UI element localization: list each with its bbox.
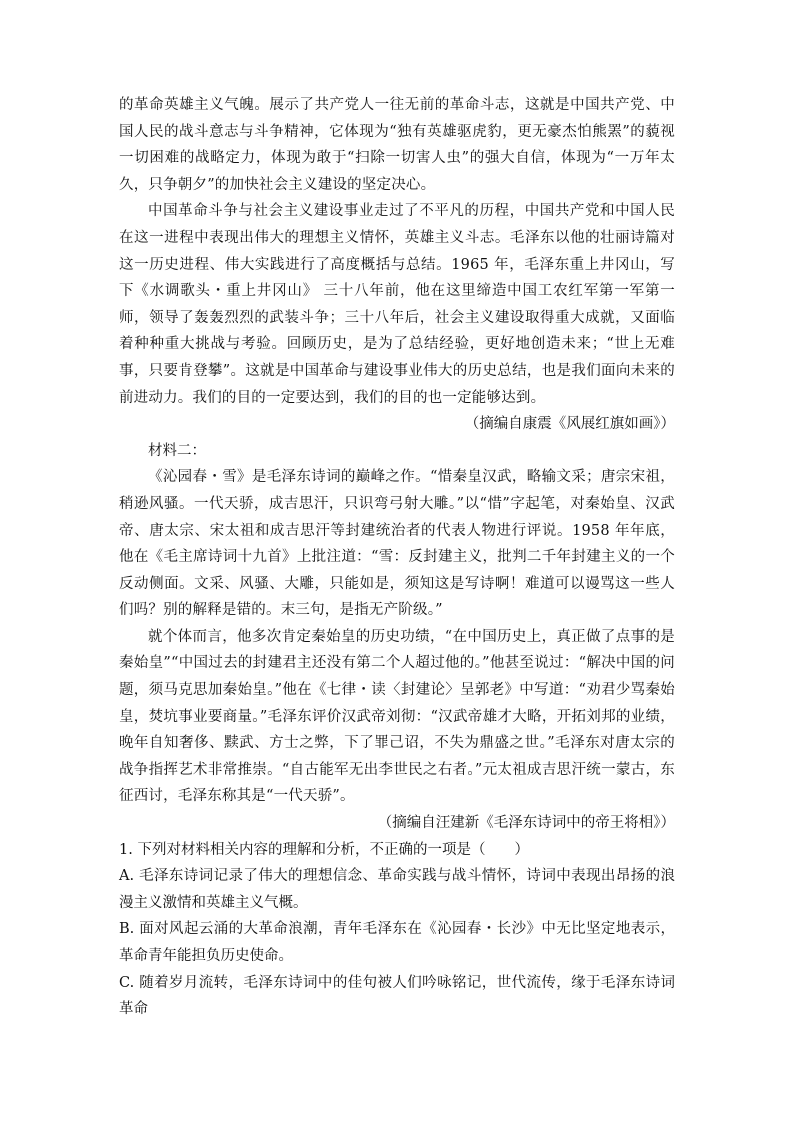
question-1-option-a: A. 毛泽东诗词记录了伟大的理想信念、革命实践与战斗情怀，诗词中表现出昂扬的浪漫主义激情和英雄主义气概。 [119,868,675,911]
question-1-option-b: B. 面对风起云涌的大革命浪潮，青年毛泽东在《沁园春・长沙》中无比坚定地表示，革命青年能担负历史使命。 [119,921,675,964]
material2-source: （摘编自汪建新《毛泽东诗词中的帝王将相》） [377,815,675,832]
question-1-option-c: C. 随着岁月流转，毛泽东诗词中的佳句被人们吟咏铭记，世代流传，缘于毛泽东诗词革命 [119,974,675,1018]
material2-paragraph-1: 《沁园春・雪》是毛泽东诗词的巅峰之作。“惜秦皇汉武，略输文采；唐宗宋祖，稍逊风骚。一代天骄，成吉思汗，只识弯弓射大雕。”以“惜”字起笔，对秦始皇、汉武帝、唐太宗、宋太祖和成吉思汗等封建统治者的代表人物进行评说。1958 年年底，他在《毛主席诗词十九首》上批注道：“雪：反封建主义，批判二千年封建主义的一个反动侧面。文采、风骚、大雕，只能如是，须知这是写诗啊！难道可以谩骂这一些人们吗？别的解释是错的。末三句，是指无产阶级。” [119,469,675,619]
material1-source: （摘编自康震《风展红旗如画》） [464,416,675,433]
question-1-stem: 1. 下列对材料相关内容的理解和分析，不正确的一项是（ ） [119,841,529,858]
material1-paragraph-2: 中国革命斗争与社会主义建设事业走过了不平凡的历程，中国共产党和中国人民在这一进程中表现出伟大的理想主义情怀，英雄主义斗志。毛泽东以他的壮丽诗篇对这一历史进程、伟大实践进行了高度概括与总结。1965 年，毛泽东重上井冈山，写下《水调歌头・重上井冈山》 三十八年前，他在这里缔造中国工农红军第一军第一师，领导了轰轰烈烈的武装斗争；三十八年后，社会主义建设取得重大成就，又面临着种种重大挑战与考验。回顾历史，是为了总结经验，更好地创造未来；“世上无难事，只要肯登攀”。这就是中国革命与建设事业伟大的历史总结，也是我们面向未来的前进动力。我们的目的一定要达到，我们的目的也一定能够达到。 [119,203,675,406]
material2-label: 材料二： [148,442,206,459]
material1-paragraph-1: 的革命英雄主义气魄。展示了共产党人一往无前的革命斗志，这就是中国共产党、中国人民的战斗意志与斗争精神，它体现为“独有英雄驱虎豹，更无豪杰怕熊罴”的藐视一切困难的战略定力，体现为敢于“扫除一切害人虫”的强大自信，体现为“一万年太久，只争朝夕”的加快社会主义建设的坚定决心。 [119,97,675,193]
material2-paragraph-2: 就个体而言，他多次肯定秦始皇的历史功绩，“在中国历史上，真正做了点事的是秦始皇”“中国过去的封建君主还没有第二个人超过他的。”他甚至说过：“解决中国的问题，须马克思加秦始皇。”他在《七律・读〈封建论〉呈郭老》中写道：“劝君少骂秦始皇，焚坑事业要商量。”毛泽东评价汉武帝刘彻：“汉武帝雄才大略，开拓刘邦的业绩，晚年自知奢侈、黩武、方士之弊，下了罪己诏，不失为鼎盛之世。”毛泽东对唐太宗的战争指挥艺术非常推崇。“自古能军无出李世民之右者。”元太祖成吉思汗统一蒙古，东征西讨，毛泽东称其是“一代天骄”。 [119,628,675,805]
document-page [119,92,675,1023]
